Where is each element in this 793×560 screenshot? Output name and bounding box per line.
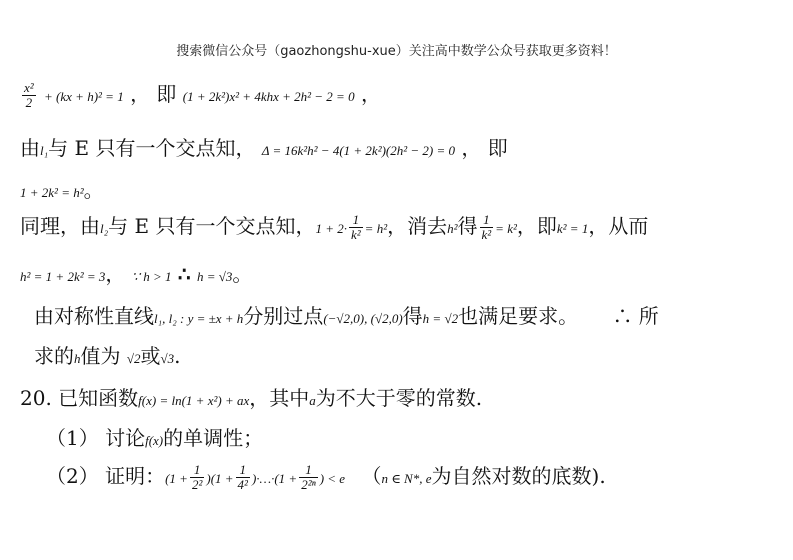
equation-part: (1 + <box>165 471 188 486</box>
problem-20-part-1 <box>46 424 263 455</box>
text-part: ， <box>105 262 126 286</box>
text-part: 也满足要求。 <box>458 304 579 328</box>
text-part: 得 <box>457 214 478 238</box>
fraction-denominator: k² <box>351 227 361 242</box>
fraction-numerator: 1 <box>190 463 204 478</box>
text-part: 值为 <box>80 344 121 368</box>
text-part: ，其中 <box>249 386 310 410</box>
fraction-numerator: x² <box>24 80 34 95</box>
sqrt-2: √2 <box>126 351 141 366</box>
text-part: 的单调性； <box>163 426 264 450</box>
text-part: 或 <box>140 344 161 368</box>
text-part: 同理，由 <box>20 214 100 238</box>
text-part: 与 E 只有一个交点知， <box>48 136 256 160</box>
text-part: 得 <box>402 304 423 328</box>
fraction-1-over-2pow2n <box>299 463 318 492</box>
fraction-denominator: 4² <box>237 477 248 492</box>
equation-part: h² = 1 + 2k² = 3 <box>20 269 106 284</box>
math-fx: f(x) <box>145 433 164 448</box>
text-line-7 <box>34 342 181 373</box>
text-line-4 <box>20 212 648 243</box>
fraction-x2-over-2 <box>22 81 36 110</box>
math-l1: l₁ <box>40 143 49 158</box>
text-part: ∴ 所 <box>612 304 659 328</box>
equation-part: ) < e <box>319 471 346 486</box>
equation-line-3 <box>20 176 104 207</box>
equation-part: + (kx + h)² = 1 <box>44 89 124 104</box>
text-part: ，从而 <box>588 214 649 238</box>
text-part: 分别过点 <box>243 304 324 328</box>
fraction-denominator: 2 <box>25 95 33 110</box>
fraction-numerator: 1 <box>480 213 494 228</box>
text-part: 。 <box>83 178 104 202</box>
text-part: 20. 已知函数 <box>20 386 139 410</box>
equation-part: = h² <box>364 221 388 236</box>
fraction-numerator: 1 <box>299 463 318 478</box>
fraction-1-over-4sq <box>236 463 250 492</box>
text-part: 由 <box>20 136 40 160</box>
equation-part: h = √2 <box>422 311 459 326</box>
text-part: 与 E 只有一个交点知， <box>108 214 316 238</box>
watermark-banner: 搜索微信公众号（gaozhongshu-xue）关注高中数学公众号获取更多资料！ <box>176 44 617 59</box>
text-part: ， 即 <box>130 82 177 106</box>
text-line-6 <box>34 302 659 333</box>
fraction-denominator: 2²ⁿ <box>301 477 316 492</box>
equation-part: 1 + 2· <box>315 221 347 236</box>
text-part: ， 即 <box>461 136 508 160</box>
equation-part: n ∈ N*, e <box>381 471 432 486</box>
equation-part: )·…·(1 + <box>251 471 298 486</box>
therefore-symbol: ∴ <box>177 262 191 286</box>
math-l2: l₂ <box>100 221 109 236</box>
text-part: 由对称性直线 <box>34 304 154 328</box>
equation-part: ∵ h > 1 <box>131 269 172 284</box>
fraction-numerator: 1 <box>236 463 250 478</box>
equation-part: )(1 + <box>206 471 234 486</box>
text-line-2 <box>20 134 508 165</box>
text-part: ，即 <box>516 214 557 238</box>
text-part: 为不大于零的常数. <box>315 386 483 410</box>
line-equations: l₁, l₂ : y = ±x + h <box>154 311 244 326</box>
text-part: . <box>174 344 181 368</box>
sqrt-3: √3 <box>160 351 175 366</box>
equation-part: k² = 1 <box>556 221 589 236</box>
text-part: （ <box>361 464 382 488</box>
equation-part: h = √3 <box>197 269 233 284</box>
equation-part: (1 + 2k²)x² + 4khx + 2h² − 2 = 0 <box>182 89 355 104</box>
points: (−√2,0), (√2,0) <box>323 311 403 326</box>
equation-line-1 <box>20 80 381 111</box>
math-h: h <box>74 351 81 366</box>
text-part: 为自然对数的底数). <box>431 464 606 488</box>
text-part: 。 <box>232 262 253 286</box>
problem-20-statement <box>20 384 482 415</box>
function-definition: f(x) = ln(1 + x²) + ax <box>138 393 250 408</box>
fraction-denominator: 2² <box>191 477 203 492</box>
fraction-1-over-k2 <box>349 213 363 242</box>
text-part: 求的 <box>34 344 74 368</box>
math-a: a <box>309 393 316 408</box>
text-part: （2） 证明： <box>46 464 166 488</box>
fraction-numerator: 1 <box>349 213 363 228</box>
fraction-1-over-2sq <box>190 463 204 492</box>
equation-part: 1 + 2k² = h² <box>20 185 84 200</box>
math-h2: h² <box>447 221 458 236</box>
discriminant-equation: Δ = 16k²h² − 4(1 + 2k²)(2h² − 2) = 0 <box>261 143 456 158</box>
fraction-denominator: k² <box>481 227 492 242</box>
text-part: ，消去 <box>387 214 448 238</box>
text-part: ， <box>360 82 381 106</box>
problem-20-part-2 <box>46 462 606 493</box>
fraction-1-over-k2-b <box>480 213 494 242</box>
text-part: （1） 讨论 <box>46 426 146 450</box>
equation-line-5 <box>20 260 252 291</box>
equation-part: = k² <box>495 221 517 236</box>
